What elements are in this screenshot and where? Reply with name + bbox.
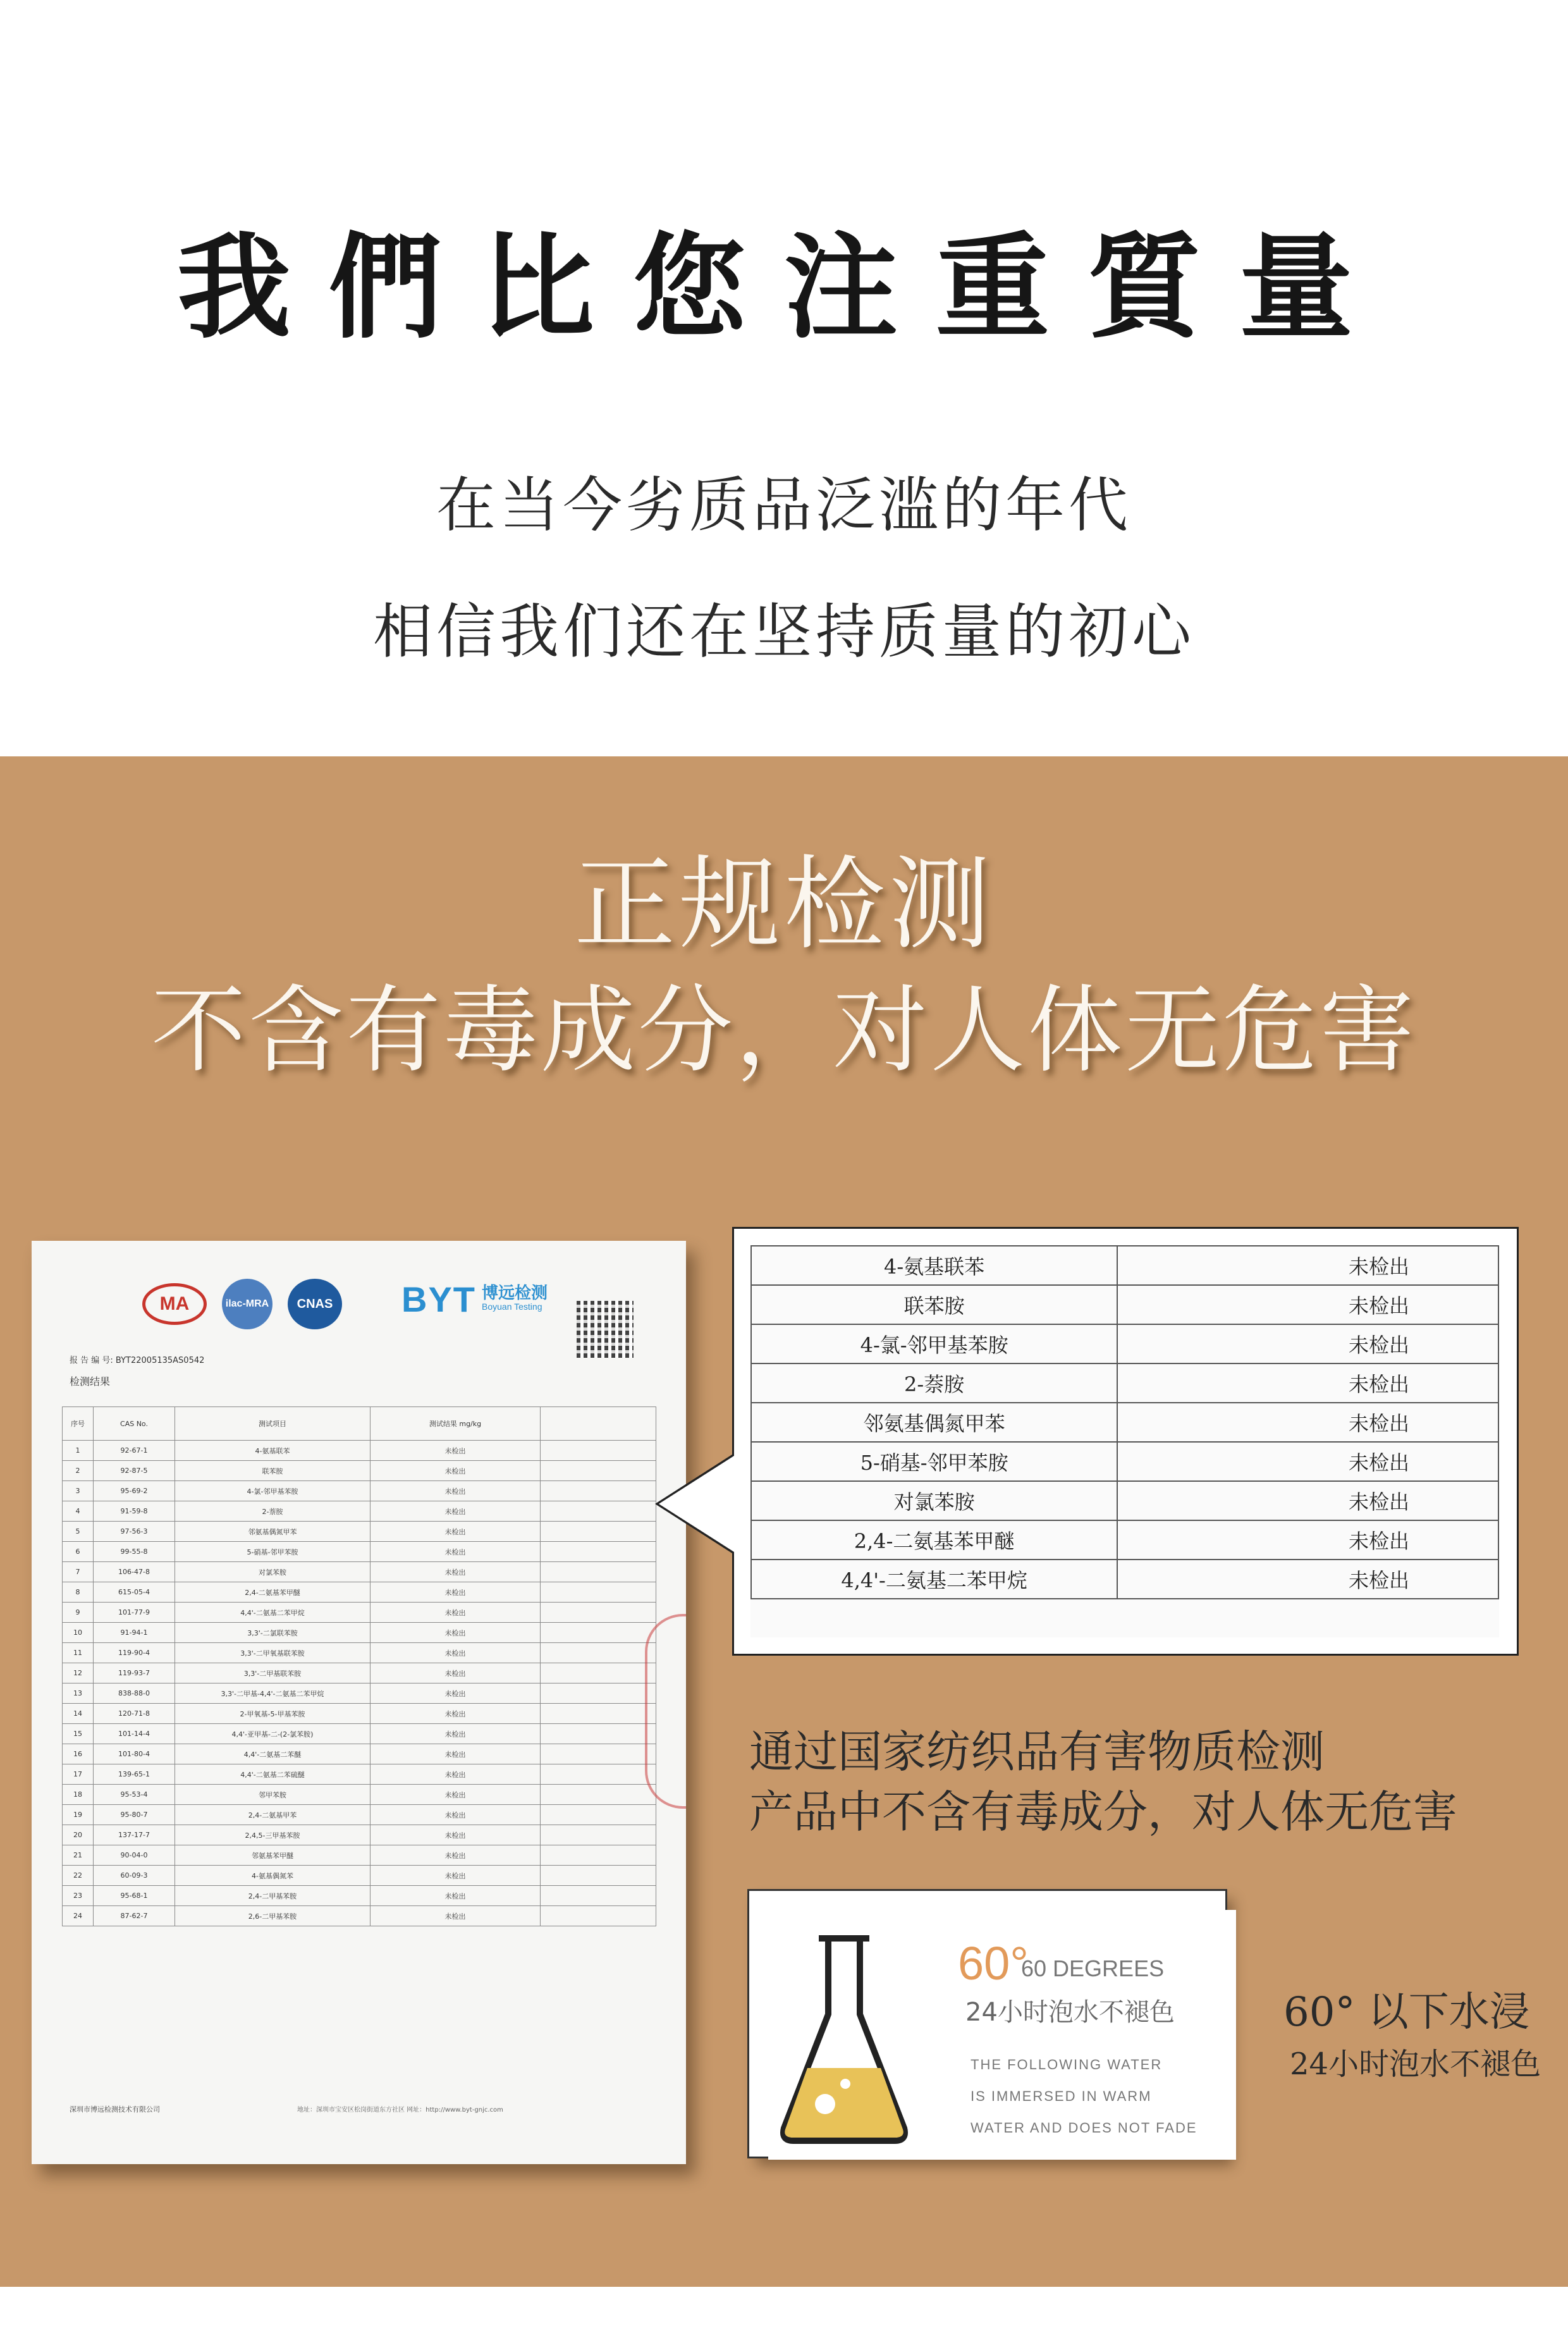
row-index: 20 xyxy=(63,1825,94,1845)
row-result: 未检出 xyxy=(371,1764,541,1785)
row-blank xyxy=(541,1683,656,1704)
row-cas: 101-77-9 xyxy=(94,1603,175,1623)
row-item: 4,4'-二氨基二苯甲烷 xyxy=(175,1603,371,1623)
row-index: 19 xyxy=(63,1805,94,1825)
zoom-row-result: 未检出 xyxy=(1117,1403,1498,1442)
row-blank xyxy=(541,1582,656,1603)
banner-subheading: 不含有毒成分，对人体无危害 xyxy=(150,976,1417,1086)
table-row xyxy=(63,1825,656,1845)
row-index: 11 xyxy=(63,1643,94,1663)
callout-pointer-fill xyxy=(659,1456,734,1552)
certification-logos xyxy=(142,1279,342,1329)
zoom-row-result: 未检出 xyxy=(1117,1324,1498,1363)
row-result: 未检出 xyxy=(371,1481,541,1501)
cnas-logo: CNAS xyxy=(288,1279,342,1329)
row-blank xyxy=(541,1825,656,1845)
zoom-row xyxy=(751,1285,1498,1324)
row-item: 邻氨基苯甲醚 xyxy=(175,1845,371,1866)
row-item: 对氯苯胺 xyxy=(175,1562,371,1582)
row-item: 4,4'-二氨基二苯醚 xyxy=(175,1744,371,1764)
row-cas: 95-53-4 xyxy=(94,1785,175,1805)
row-index: 2 xyxy=(63,1461,94,1481)
row-item: 3,3'-二甲氧基联苯胺 xyxy=(175,1643,371,1663)
table-row xyxy=(63,1643,656,1663)
table-row xyxy=(63,1663,656,1683)
banner-heading: 正规检测 xyxy=(573,845,994,963)
row-cas: 99-55-8 xyxy=(94,1542,175,1562)
row-cas: 95-68-1 xyxy=(94,1886,175,1906)
row-index: 3 xyxy=(63,1481,94,1501)
row-item: 3,3'-二氯联苯胺 xyxy=(175,1623,371,1643)
row-item: 3,3'-二甲基联苯胺 xyxy=(175,1663,371,1683)
ilac-mra-logo: ilac-MRA xyxy=(222,1279,273,1329)
row-cas: 615-05-4 xyxy=(94,1582,175,1603)
zoom-row xyxy=(751,1403,1498,1442)
row-index: 22 xyxy=(63,1866,94,1886)
row-index: 9 xyxy=(63,1603,94,1623)
row-cas: 92-87-5 xyxy=(94,1461,175,1481)
zoom-row-name: 4,4'-二氨基二苯甲烷 xyxy=(751,1560,1117,1599)
zoom-row xyxy=(751,1481,1498,1520)
row-blank xyxy=(541,1724,656,1744)
col-header-result: 测试结果 mg/kg xyxy=(371,1407,541,1441)
row-index: 15 xyxy=(63,1724,94,1744)
col-header-cas: CAS No. xyxy=(94,1407,175,1441)
byt-brand-en: Boyuan Testing xyxy=(482,1302,542,1312)
row-cas: 92-67-1 xyxy=(94,1441,175,1461)
row-cas: 95-80-7 xyxy=(94,1805,175,1825)
side-text-line-1: 60° 以下水浸 xyxy=(1283,1989,1530,2036)
row-result: 未检出 xyxy=(371,1906,541,1926)
zoom-row xyxy=(751,1246,1498,1285)
test-certificate xyxy=(32,1241,686,2164)
row-cas: 101-80-4 xyxy=(94,1744,175,1764)
row-result: 未检出 xyxy=(371,1663,541,1683)
zoomed-table xyxy=(750,1245,1499,1599)
table-row xyxy=(63,1764,656,1785)
results-title: 检测结果 xyxy=(70,1376,111,1388)
row-result: 未检出 xyxy=(371,1643,541,1663)
row-result: 未检出 xyxy=(371,1461,541,1481)
bottom-strip xyxy=(0,2287,1568,2345)
row-blank xyxy=(541,1663,656,1683)
row-item: 2,4-二甲基苯胺 xyxy=(175,1886,371,1906)
row-cas: 97-56-3 xyxy=(94,1522,175,1542)
row-cas: 838-88-0 xyxy=(94,1683,175,1704)
row-blank xyxy=(541,1744,656,1764)
zoom-row-name: 2-萘胺 xyxy=(751,1363,1117,1403)
certificate-footer-address: 地址：深圳市宝安区松岗街道东方社区 网址：http://www.byt-gnjc.com xyxy=(297,2107,503,2114)
row-index: 18 xyxy=(63,1785,94,1805)
row-cas: 137-17-7 xyxy=(94,1825,175,1845)
row-result: 未检出 xyxy=(371,1582,541,1603)
subtitle-line-1: 在当今劣质品泛滥的年代 xyxy=(436,471,1132,540)
row-result: 未检出 xyxy=(371,1785,541,1805)
row-index: 14 xyxy=(63,1704,94,1724)
row-item: 4-氨基联苯 xyxy=(175,1441,371,1461)
row-cas: 87-62-7 xyxy=(94,1906,175,1926)
row-cas: 119-93-7 xyxy=(94,1663,175,1683)
row-result: 未检出 xyxy=(371,1522,541,1542)
table-row xyxy=(63,1704,656,1724)
row-item: 3,3'-二甲基-4,4'-二氨基二苯甲烷 xyxy=(175,1683,371,1704)
row-item: 邻氨基偶氮甲苯 xyxy=(175,1522,371,1542)
table-row xyxy=(63,1582,656,1603)
subtitle-line-2: 相信我们还在坚持质量的初心 xyxy=(372,598,1195,667)
table-row xyxy=(63,1501,656,1522)
row-result: 未检出 xyxy=(371,1603,541,1623)
description-line-2: 产品中不含有毒成分，对人体无危害 xyxy=(749,1786,1457,1838)
zoom-row-result: 未检出 xyxy=(1117,1520,1498,1560)
table-row xyxy=(63,1562,656,1582)
row-result: 未检出 xyxy=(371,1724,541,1744)
row-result: 未检出 xyxy=(371,1825,541,1845)
zoom-row-result: 未检出 xyxy=(1117,1481,1498,1520)
row-result: 未检出 xyxy=(371,1501,541,1522)
row-index: 21 xyxy=(63,1845,94,1866)
row-item: 4-氯-邻甲基苯胺 xyxy=(175,1481,371,1501)
byt-brand-cn: 博远检测 xyxy=(482,1284,548,1303)
degree-value: 60° xyxy=(958,1937,1029,1990)
row-item: 2-萘胺 xyxy=(175,1501,371,1522)
row-item: 2,4-二氨基甲苯 xyxy=(175,1805,371,1825)
zoom-row-result: 未检出 xyxy=(1117,1246,1498,1285)
row-item: 2,6-二甲基苯胺 xyxy=(175,1906,371,1926)
row-item: 5-硝基-邻甲苯胺 xyxy=(175,1542,371,1562)
table-row xyxy=(63,1886,656,1906)
row-blank xyxy=(541,1623,656,1643)
row-item: 邻甲苯胺 xyxy=(175,1785,371,1805)
table-row xyxy=(63,1845,656,1866)
row-result: 未检出 xyxy=(371,1562,541,1582)
flask-icon xyxy=(775,1926,914,2147)
col-header-blank xyxy=(541,1407,656,1441)
row-index: 6 xyxy=(63,1542,94,1562)
row-blank xyxy=(541,1704,656,1724)
english-text-line-1: THE FOLLOWING WATER xyxy=(971,2057,1163,2072)
row-result: 未检出 xyxy=(371,1704,541,1724)
row-item: 4-氨基偶氮苯 xyxy=(175,1866,371,1886)
row-cas: 91-59-8 xyxy=(94,1501,175,1522)
zoom-row-name: 联苯胺 xyxy=(751,1285,1117,1324)
row-index: 4 xyxy=(63,1501,94,1522)
row-result: 未检出 xyxy=(371,1683,541,1704)
table-row xyxy=(63,1785,656,1805)
row-cas: 119-90-4 xyxy=(94,1643,175,1663)
zoom-row-result: 未检出 xyxy=(1117,1442,1498,1481)
ma-logo: MA xyxy=(142,1283,207,1325)
zoom-row-name: 5-硝基-邻甲苯胺 xyxy=(751,1442,1117,1481)
english-text-line-2: IS IMMERSED IN WARM xyxy=(971,2088,1152,2104)
row-item: 4,4'-亚甲基-二-(2-氯苯胺) xyxy=(175,1724,371,1744)
zoom-row-name: 4-氯-邻甲基苯胺 xyxy=(751,1324,1117,1363)
row-index: 10 xyxy=(63,1623,94,1643)
row-blank xyxy=(541,1542,656,1562)
row-cas: 91-94-1 xyxy=(94,1623,175,1643)
page-title: 我們比您注重質量 xyxy=(176,221,1391,354)
row-index: 5 xyxy=(63,1522,94,1542)
degree-label: 60 DEGREES xyxy=(1021,1955,1165,1981)
english-text-line-3: WATER AND DOES NOT FADE xyxy=(971,2120,1197,2136)
table-row xyxy=(63,1603,656,1623)
row-item: 2,4-二氨基苯甲醚 xyxy=(175,1582,371,1603)
table-row xyxy=(63,1805,656,1825)
row-item: 2,4,5-三甲基苯胺 xyxy=(175,1825,371,1845)
row-cas: 120-71-8 xyxy=(94,1704,175,1724)
col-header-item: 测试项目 xyxy=(175,1407,371,1441)
row-blank xyxy=(541,1906,656,1926)
row-cas: 60-09-3 xyxy=(94,1866,175,1886)
zoom-row xyxy=(751,1324,1498,1363)
row-blank xyxy=(541,1764,656,1785)
table-row xyxy=(63,1441,656,1461)
row-blank xyxy=(541,1805,656,1825)
row-cas: 90-04-0 xyxy=(94,1845,175,1866)
row-blank xyxy=(541,1501,656,1522)
row-result: 未检出 xyxy=(371,1805,541,1825)
description-line-1: 通过国家纺织品有害物质检测 xyxy=(749,1726,1325,1778)
side-text-line-2: 24小时泡水不褪色 xyxy=(1290,2046,1541,2082)
row-result: 未检出 xyxy=(371,1441,541,1461)
row-result: 未检出 xyxy=(371,1623,541,1643)
row-blank xyxy=(541,1461,656,1481)
table-row xyxy=(63,1866,656,1886)
zoom-row xyxy=(751,1363,1498,1403)
row-index: 7 xyxy=(63,1562,94,1582)
row-blank xyxy=(541,1481,656,1501)
row-cas: 95-69-2 xyxy=(94,1481,175,1501)
row-blank xyxy=(541,1603,656,1623)
row-blank xyxy=(541,1886,656,1906)
row-result: 未检出 xyxy=(371,1744,541,1764)
table-row xyxy=(63,1623,656,1643)
seal-stamp xyxy=(645,1614,686,1809)
row-cas: 106-47-8 xyxy=(94,1562,175,1582)
zoom-row-result: 未检出 xyxy=(1117,1285,1498,1324)
row-blank xyxy=(541,1441,656,1461)
zoom-row-result: 未检出 xyxy=(1117,1363,1498,1403)
table-row xyxy=(63,1542,656,1562)
row-result: 未检出 xyxy=(371,1542,541,1562)
row-cas: 101-14-4 xyxy=(94,1724,175,1744)
table-row xyxy=(63,1744,656,1764)
certificate-table xyxy=(62,1406,656,1926)
zoom-row xyxy=(751,1520,1498,1560)
row-index: 1 xyxy=(63,1441,94,1461)
soak-hours-text: 24小时泡水不褪色 xyxy=(965,1998,1175,2027)
row-index: 8 xyxy=(63,1582,94,1603)
top-section xyxy=(0,0,1568,756)
row-index: 17 xyxy=(63,1764,94,1785)
table-row xyxy=(63,1481,656,1501)
wash-test-card xyxy=(749,1891,1225,2157)
zoom-row-name: 对氯苯胺 xyxy=(751,1481,1117,1520)
row-index: 24 xyxy=(63,1906,94,1926)
zoomed-table-callout xyxy=(732,1227,1519,1656)
table-row xyxy=(63,1724,656,1744)
row-blank xyxy=(541,1643,656,1663)
row-blank xyxy=(541,1785,656,1805)
row-result: 未检出 xyxy=(371,1886,541,1906)
zoom-row-name: 邻氨基偶氮甲苯 xyxy=(751,1403,1117,1442)
row-index: 16 xyxy=(63,1744,94,1764)
qr-code-icon xyxy=(577,1301,634,1358)
row-index: 12 xyxy=(63,1663,94,1683)
table-row xyxy=(63,1906,656,1926)
zoom-row xyxy=(751,1442,1498,1481)
row-result: 未检出 xyxy=(371,1866,541,1886)
table-row xyxy=(63,1461,656,1481)
zoom-row xyxy=(751,1560,1498,1599)
byt-logo: BYT xyxy=(401,1279,476,1319)
zoom-row-name: 4-氨基联苯 xyxy=(751,1246,1117,1285)
row-index: 23 xyxy=(63,1886,94,1906)
row-item: 联苯胺 xyxy=(175,1461,371,1481)
row-cas: 139-65-1 xyxy=(94,1764,175,1785)
row-blank xyxy=(541,1866,656,1886)
row-item: 4,4'-二氨基二苯硫醚 xyxy=(175,1764,371,1785)
row-blank xyxy=(541,1522,656,1542)
certificate-footer-company: 深圳市博远检测技术有限公司 xyxy=(70,2105,160,2114)
zoom-row-result: 未检出 xyxy=(1117,1560,1498,1599)
row-result: 未检出 xyxy=(371,1845,541,1866)
table-row xyxy=(63,1683,656,1704)
row-item: 2-甲氧基-5-甲基苯胺 xyxy=(175,1704,371,1724)
row-blank xyxy=(541,1845,656,1866)
report-number: 报 告 编 号: BYT22005135AS0542 xyxy=(70,1356,205,1365)
table-row xyxy=(63,1522,656,1542)
zoom-row-name: 2,4-二氨基苯甲醚 xyxy=(751,1520,1117,1560)
row-index: 13 xyxy=(63,1683,94,1704)
col-header-index: 序号 xyxy=(63,1407,94,1441)
row-blank xyxy=(541,1562,656,1582)
